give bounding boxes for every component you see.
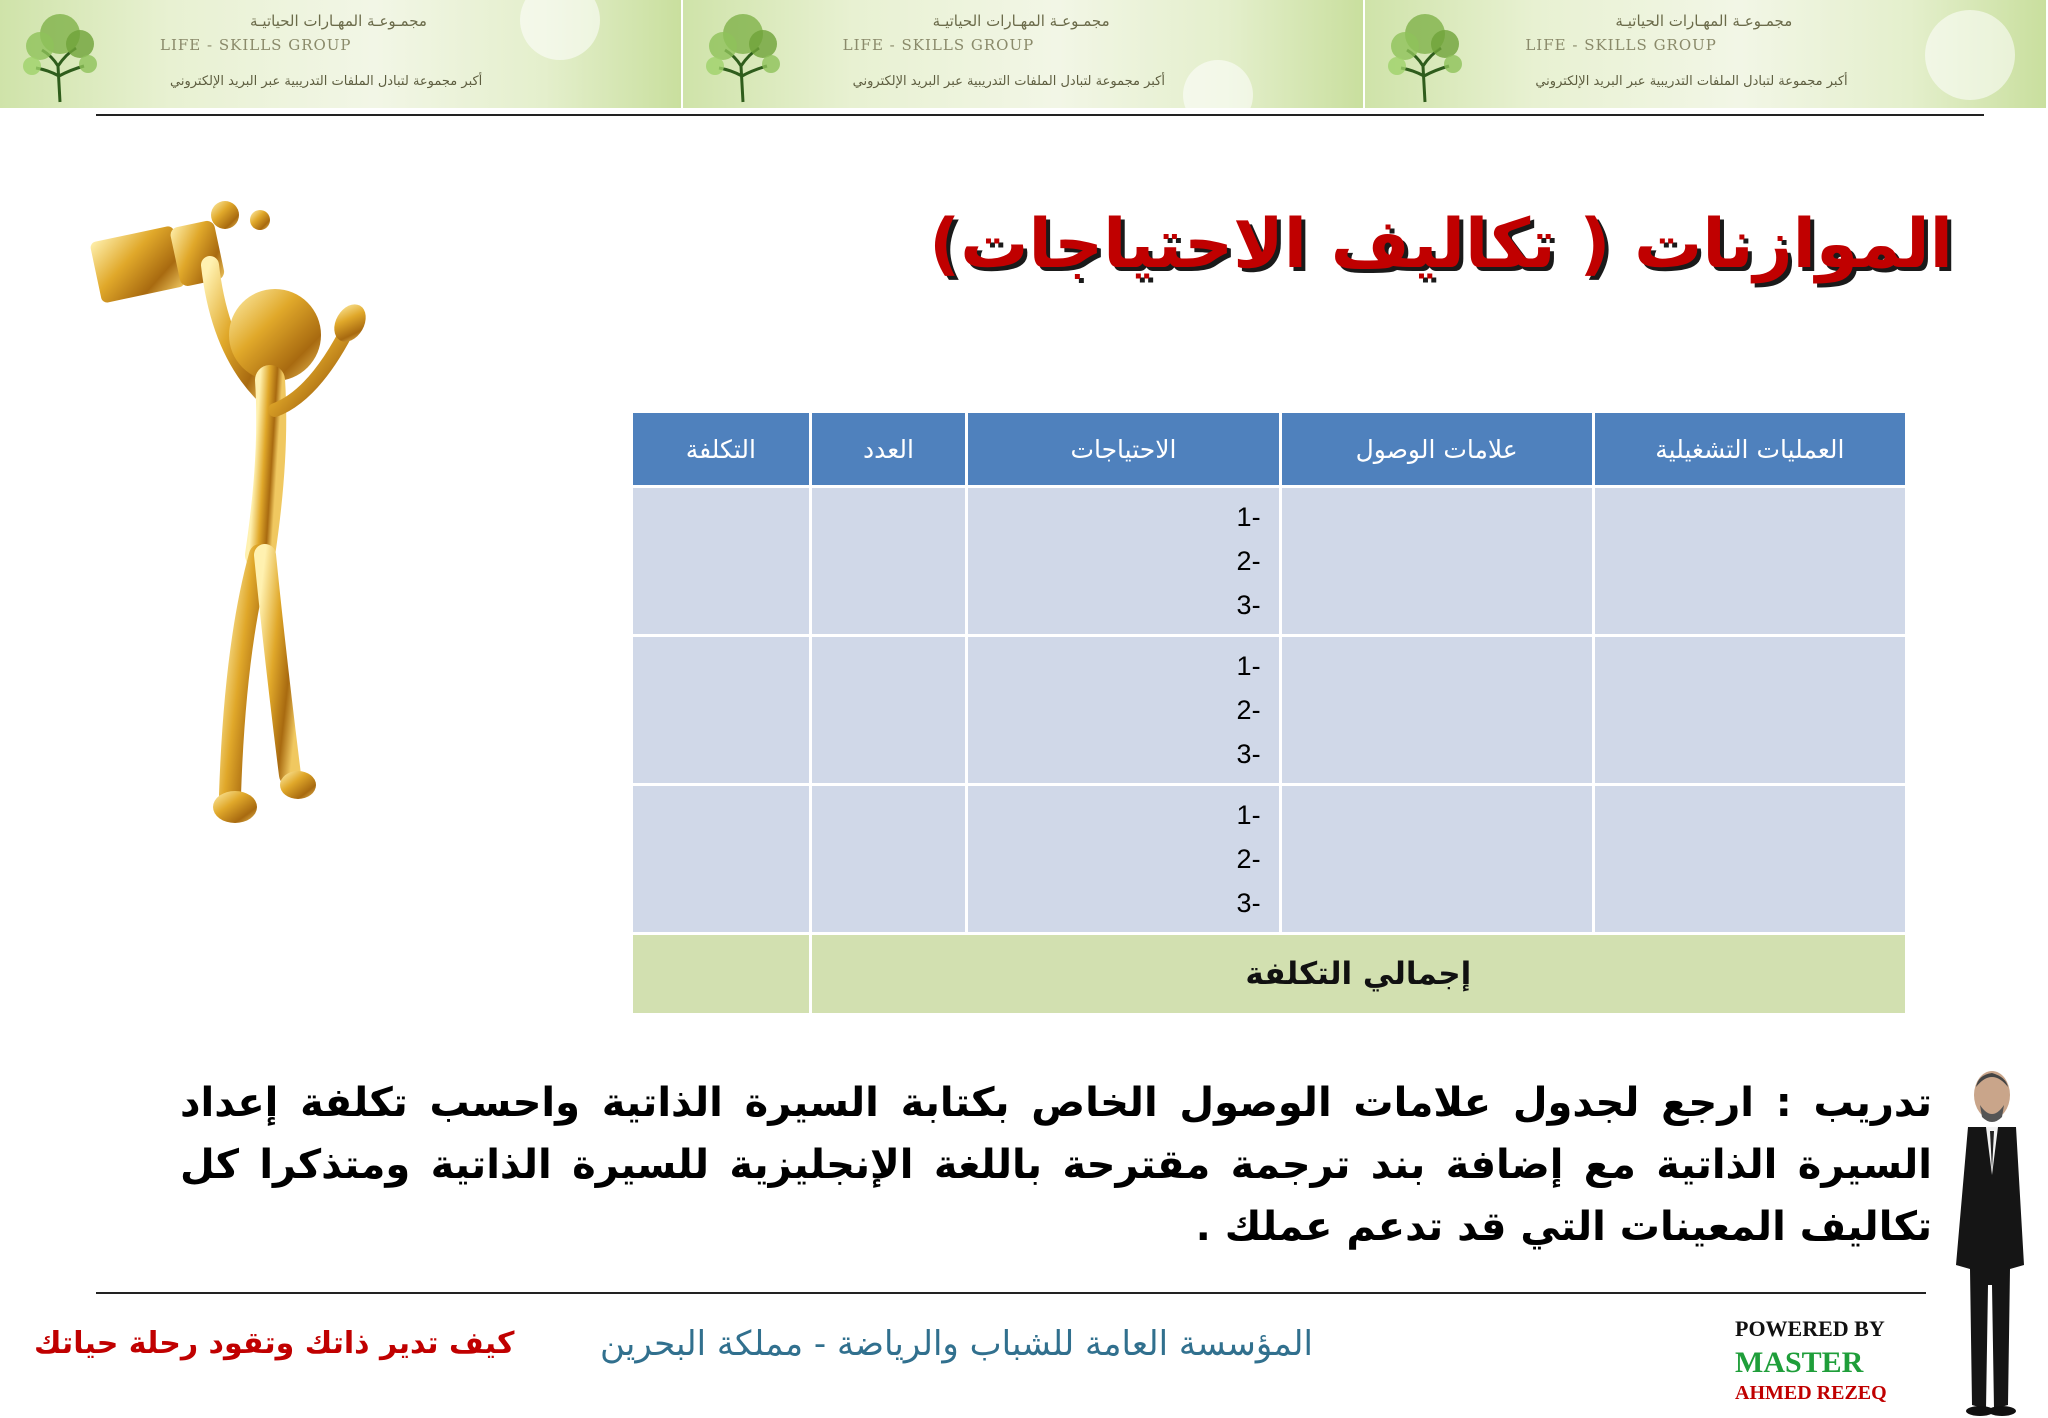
needs-item: -1: [1236, 651, 1261, 681]
table-row: [633, 786, 1905, 932]
total-cost-cell: [633, 935, 809, 1013]
needs-item: -3: [1236, 888, 1261, 918]
banner-arabic-title: مجمـوعـة المهـارات الحياتيـة: [1615, 12, 1793, 30]
needs-item: -3: [1236, 590, 1261, 620]
banner-decoration: [1925, 10, 2015, 100]
table-row: [633, 488, 1905, 634]
needs-cell: [968, 637, 1278, 783]
needs-item: -3: [1236, 739, 1261, 769]
tree-logo-icon: [695, 6, 791, 104]
page-title: الموازنات ( تكاليف الاحتياجات): [929, 205, 1953, 284]
footer-divider: [96, 1292, 1926, 1294]
operations-cell: [1595, 488, 1905, 634]
credit-author: AHMED REZEQ: [1735, 1382, 1887, 1404]
column-header: التكلفة: [633, 413, 809, 485]
milestones-cell: [1282, 637, 1592, 783]
footer-tagline: كيف تدير ذاتك وتقود رحلة حياتك: [34, 1326, 515, 1361]
cost-cell: [633, 488, 809, 634]
banner-subtitle: أكبر مجموعة لتبادل الملفات التدريبية عبر البريد الإلكتروني: [1535, 74, 1848, 89]
banner-panel: [0, 0, 683, 108]
operations-cell: [1595, 637, 1905, 783]
credit-master: MASTER: [1735, 1346, 1864, 1379]
milestones-cell: [1282, 488, 1592, 634]
banner-arabic-title: مجمـوعـة المهـارات الحياتيـة: [250, 12, 427, 30]
banner-english-title: LIFE - SKILLS GROUP: [160, 36, 352, 54]
cost-cell: [633, 786, 809, 932]
exercise-instruction: تدريب : ارجع لجدول علامات الوصول الخاص بكتابة السيرة الذاتية واحسب تكلفة إعداد السيرة الذاتية مع إضافة بند ترجمة مقترحة باللغة الإنجليزية للسيرة الذاتية ومتذكرا كل تكاليف المعينات التي قد تدعم عملك .: [180, 1080, 1932, 1250]
powered-by-credit: [1735, 1316, 1887, 1405]
banner-panel: [1365, 0, 2048, 108]
credit-powered-by: POWERED BY: [1735, 1316, 1885, 1341]
total-cost-label: إجمالي التكلفة: [812, 935, 1905, 1013]
banner-subtitle: أكبر مجموعة لتبادل الملفات التدريبية عبر البريد الإلكتروني: [852, 74, 1165, 89]
header-divider: [96, 114, 1984, 116]
banner-subtitle: أكبر مجموعة لتبادل الملفات التدريبية عبر البريد الإلكتروني: [170, 74, 483, 89]
cost-cell: [633, 637, 809, 783]
needs-item: -2: [1236, 546, 1261, 576]
count-cell: [812, 637, 966, 783]
footer-organization: المؤسسة العامة للشباب والرياضة - مملكة البحرين: [600, 1324, 1313, 1364]
needs-item: -1: [1236, 800, 1261, 830]
needs-cell: [968, 786, 1278, 932]
banner-english-title: LIFE - SKILLS GROUP: [842, 36, 1035, 54]
golden-trophy-figure: [70, 195, 480, 855]
tree-logo-icon: [12, 6, 108, 104]
column-header: العدد: [812, 413, 966, 485]
table-row: [633, 637, 1905, 783]
total-row: [633, 935, 1905, 1013]
banner-decoration: [520, 0, 600, 60]
tree-logo-icon: [1377, 6, 1473, 104]
header-banner: [0, 0, 2048, 110]
column-header: علامات الوصول: [1282, 413, 1592, 485]
banner-panel: [683, 0, 1366, 108]
count-cell: [812, 786, 966, 932]
needs-item: -2: [1236, 695, 1261, 725]
banner-arabic-title: مجمـوعـة المهـارات الحياتيـة: [932, 12, 1110, 30]
needs-item: -1: [1236, 502, 1261, 532]
banner-english-title: LIFE - SKILLS GROUP: [1525, 36, 1717, 54]
banner-decoration: [1183, 60, 1253, 108]
count-cell: [812, 488, 966, 634]
presenter-man-figure: [1940, 1065, 2040, 1417]
table-header-row: [633, 413, 1905, 485]
operations-cell: [1595, 786, 1905, 932]
needs-cell: [968, 488, 1278, 634]
column-header: الاحتياجات: [968, 413, 1278, 485]
milestones-cell: [1282, 786, 1592, 932]
budget-table: [630, 410, 1908, 1016]
needs-item: -2: [1236, 844, 1261, 874]
column-header: العمليات التشغيلية: [1595, 413, 1905, 485]
